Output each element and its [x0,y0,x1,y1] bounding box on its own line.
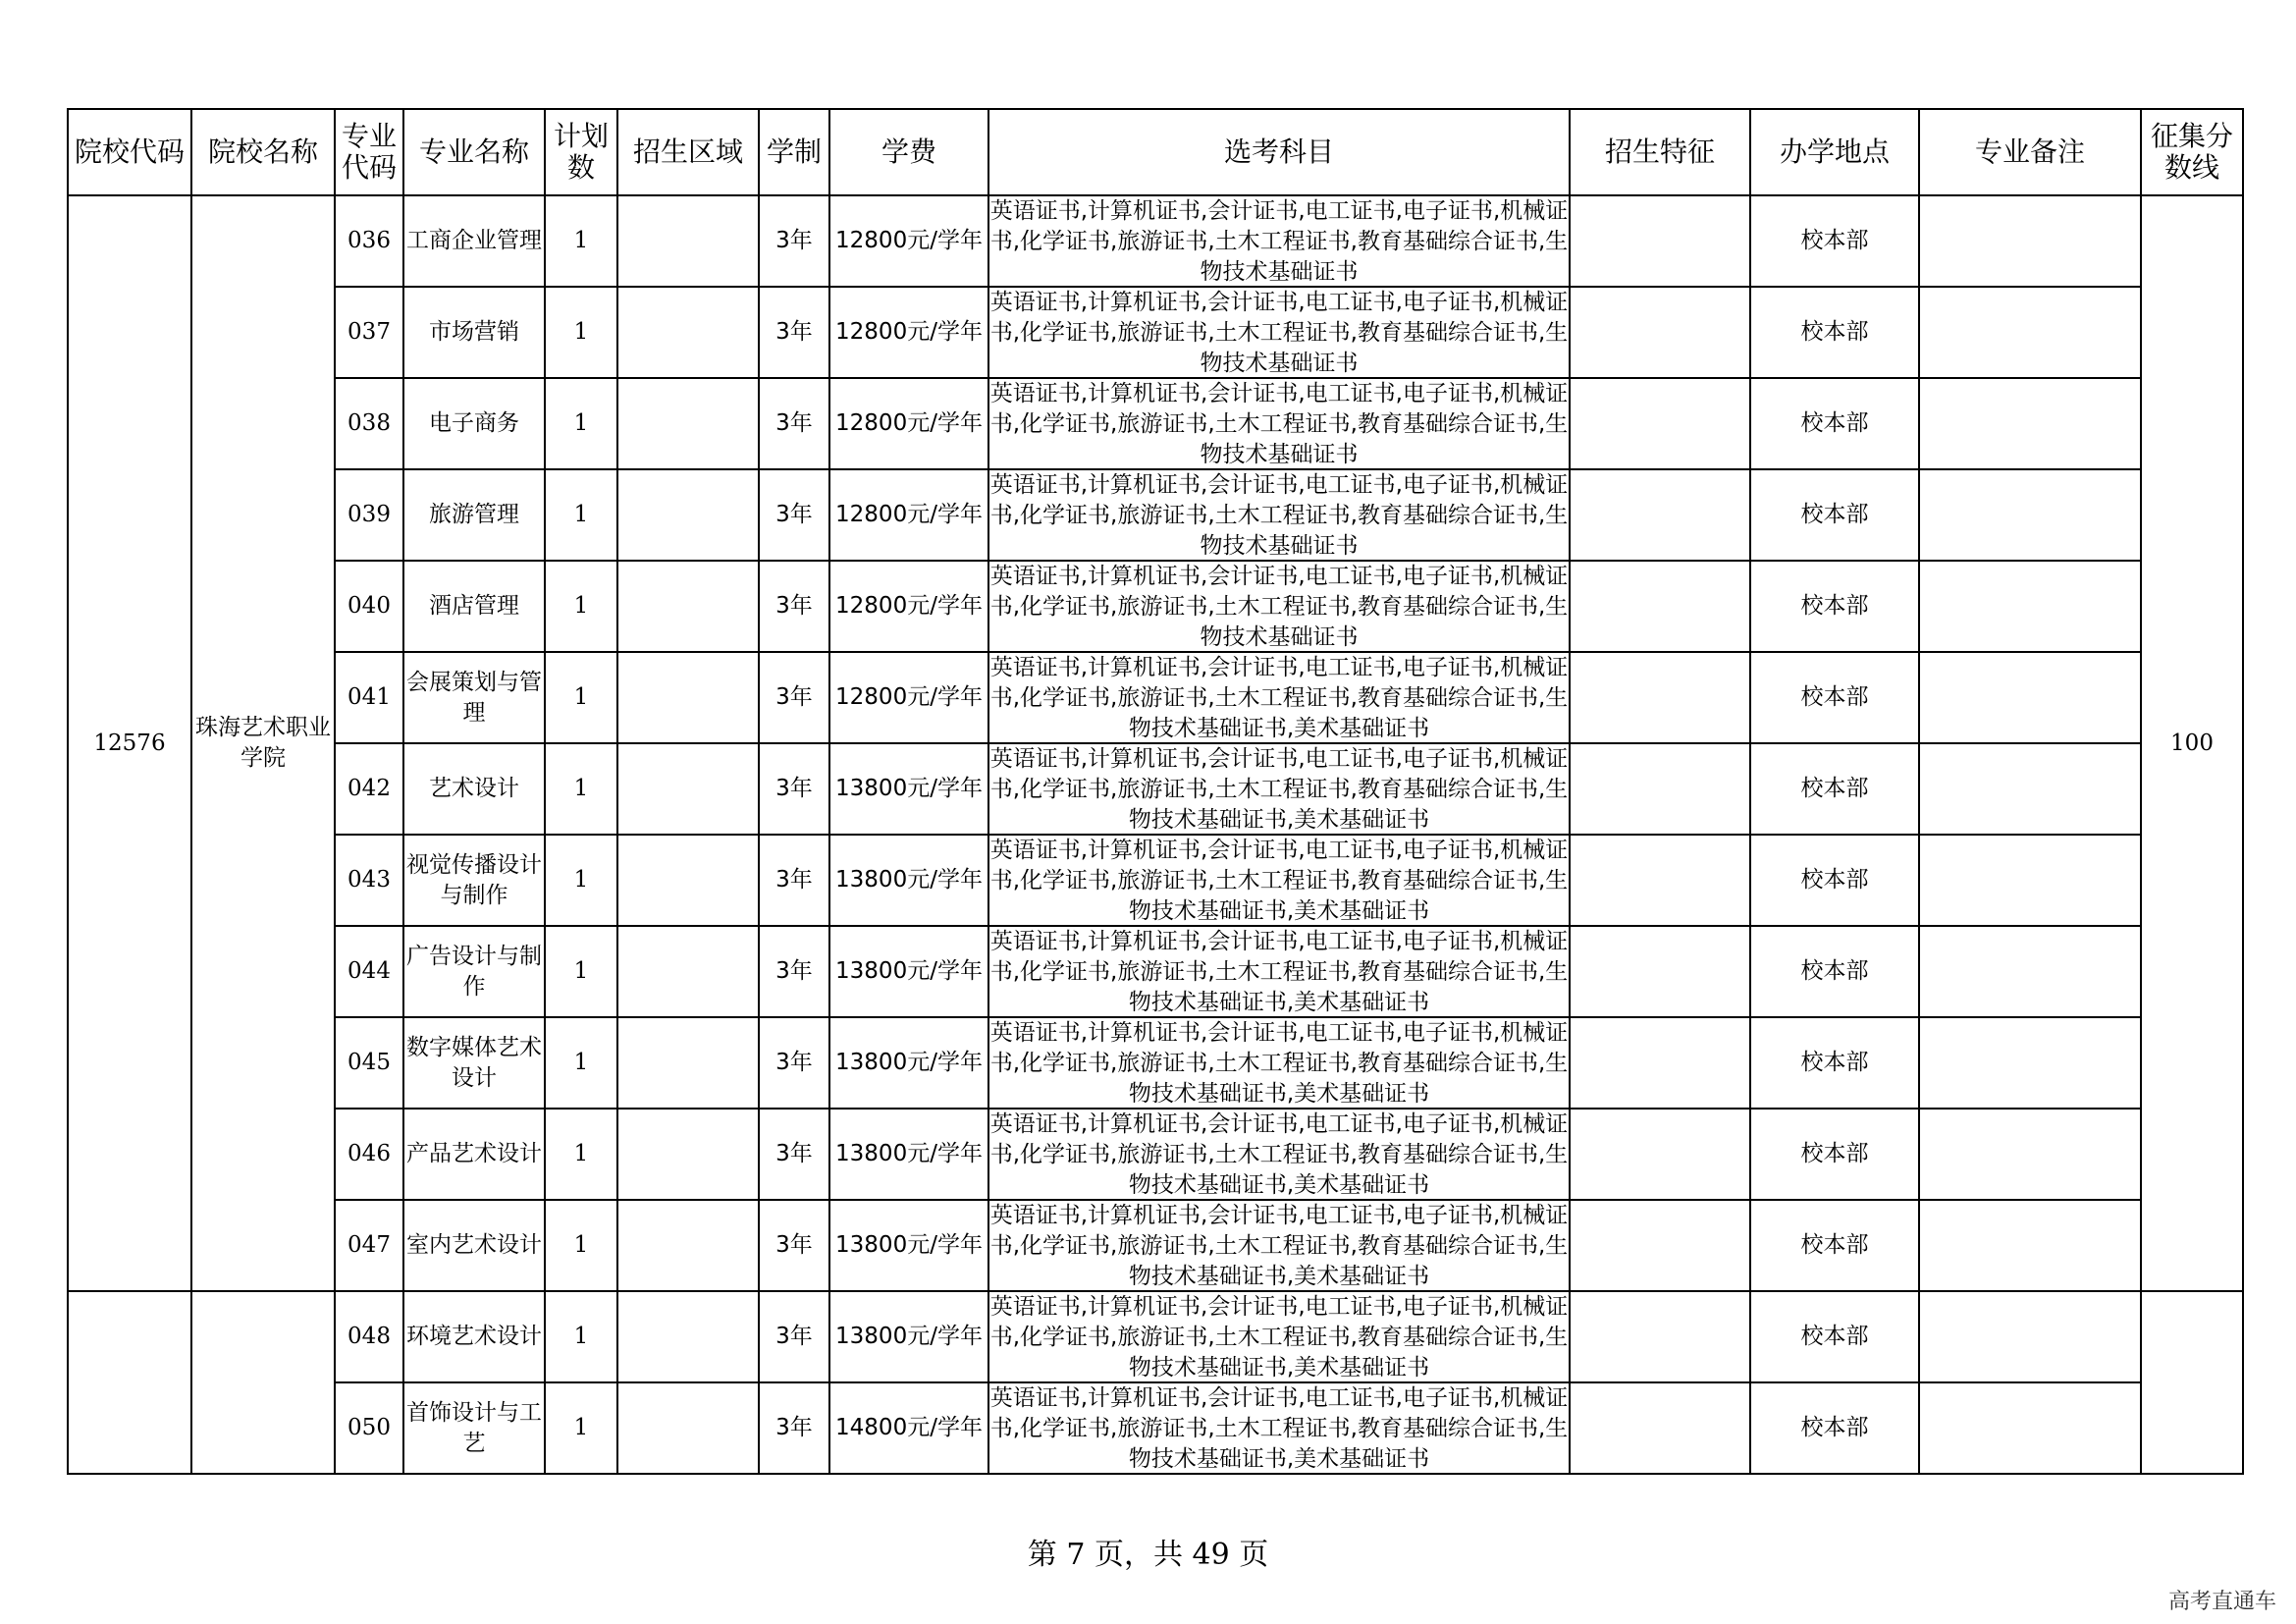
tuition-cell: 12800元/学年 [829,561,988,652]
major-name-cell: 会展策划与管理 [403,652,545,743]
tuition-cell: 12800元/学年 [829,469,988,561]
region-cell [617,652,759,743]
header-cell: 征集分数线 [2141,109,2243,195]
feature-cell [1570,1109,1750,1200]
region-cell [617,561,759,652]
plan-count-cell: 1 [545,926,617,1017]
watermark: 高考直通车 [2167,1590,2276,1614]
plan-count-cell: 1 [545,652,617,743]
region-cell [617,1200,759,1291]
major-code-cell: 043 [335,835,403,926]
subjects-cell [988,652,1570,743]
remark-cell [1919,1109,2141,1200]
location-cell: 校本部 [1750,926,1919,1017]
tuition-cell: 13800元/学年 [829,835,988,926]
feature-cell [1570,1200,1750,1291]
plan-count-cell: 1 [545,743,617,835]
subjects-text: 英语证书,计算机证书,会计证书,电工证书,电子证书,机械证书,化学证书,旅游证书,土木工程证书,教育基础综合证书,生物技术基础证书 [989,564,1569,650]
school-name-cell: 珠海艺术职业学院 [191,195,335,1291]
subjects-cell [988,1200,1570,1291]
subjects-text: 英语证书,计算机证书,会计证书,电工证书,电子证书,机械证书,化学证书,旅游证书,土木工程证书,教育基础综合证书,生物技术基础证书,美术基础证书 [989,746,1569,833]
remark-cell [1919,561,2141,652]
subjects-text: 英语证书,计算机证书,会计证书,电工证书,电子证书,机械证书,化学证书,旅游证书,土木工程证书,教育基础综合证书,生物技术基础证书,美术基础证书 [989,1385,1569,1472]
feature-cell [1570,835,1750,926]
remark-cell [1919,287,2141,378]
subjects-cell [988,378,1570,469]
duration-cell: 3年 [759,561,829,652]
subjects-text: 英语证书,计算机证书,会计证书,电工证书,电子证书,机械证书,化学证书,旅游证书,土木工程证书,教育基础综合证书,生物技术基础证书,美术基础证书 [989,838,1569,924]
remark-cell [1919,195,2141,287]
subjects-text: 英语证书,计算机证书,会计证书,电工证书,电子证书,机械证书,化学证书,旅游证书,土木工程证书,教育基础综合证书,生物技术基础证书 [989,198,1569,285]
feature-cell [1570,287,1750,378]
location-cell: 校本部 [1750,378,1919,469]
location-cell: 校本部 [1750,1109,1919,1200]
remark-cell [1919,469,2141,561]
feature-cell [1570,743,1750,835]
school-code-cell [68,1291,191,1474]
feature-cell [1570,652,1750,743]
subjects-text: 英语证书,计算机证书,会计证书,电工证书,电子证书,机械证书,化学证书,旅游证书,土木工程证书,教育基础综合证书,生物技术基础证书 [989,290,1569,376]
tuition-cell: 13800元/学年 [829,743,988,835]
duration-cell: 3年 [759,926,829,1017]
subjects-cell [988,1017,1570,1109]
tuition-cell: 13800元/学年 [829,1291,988,1382]
plan-count-cell: 1 [545,835,617,926]
region-cell [617,195,759,287]
header-cell: 学费 [829,109,988,195]
plan-count-cell: 1 [545,469,617,561]
major-code-cell: 045 [335,1017,403,1109]
region-cell [617,287,759,378]
location-cell: 校本部 [1750,1291,1919,1382]
header-cell: 选考科目 [988,109,1570,195]
remark-cell [1919,926,2141,1017]
header-cell: 院校名称 [191,109,335,195]
plan-count-cell: 1 [545,1382,617,1474]
major-name-cell: 广告设计与制作 [403,926,545,1017]
feature-cell [1570,195,1750,287]
location-cell: 校本部 [1750,835,1919,926]
major-code-cell: 046 [335,1109,403,1200]
table-row [68,1109,2243,1200]
subjects-cell [988,1382,1570,1474]
feature-cell [1570,561,1750,652]
major-code-cell: 042 [335,743,403,835]
plan-count-cell: 1 [545,561,617,652]
location-cell: 校本部 [1750,1382,1919,1474]
feature-cell [1570,469,1750,561]
region-cell [617,1291,759,1382]
remark-cell [1919,378,2141,469]
subjects-cell [988,561,1570,652]
tuition-cell: 12800元/学年 [829,195,988,287]
location-cell: 校本部 [1750,195,1919,287]
major-name-cell: 艺术设计 [403,743,545,835]
remark-cell [1919,1017,2141,1109]
major-code-cell: 044 [335,926,403,1017]
subjects-cell [988,926,1570,1017]
duration-cell: 3年 [759,287,829,378]
major-name-cell: 环境艺术设计 [403,1291,545,1382]
tuition-cell: 12800元/学年 [829,652,988,743]
major-code-cell: 038 [335,378,403,469]
remark-cell [1919,652,2141,743]
region-cell [617,1017,759,1109]
duration-cell: 3年 [759,1382,829,1474]
duration-cell: 3年 [759,195,829,287]
plan-count-cell: 1 [545,1291,617,1382]
major-code-cell: 037 [335,287,403,378]
header-cell: 专业备注 [1919,109,2141,195]
cutoff-cell [2141,1291,2243,1474]
major-code-cell: 036 [335,195,403,287]
table-row [68,561,2243,652]
location-cell: 校本部 [1750,652,1919,743]
major-code-cell: 041 [335,652,403,743]
feature-cell [1570,378,1750,469]
table-row [68,287,2243,378]
tuition-cell: 13800元/学年 [829,1200,988,1291]
table-row [68,652,2243,743]
table-row [68,835,2243,926]
location-cell: 校本部 [1750,1017,1919,1109]
region-cell [617,378,759,469]
tuition-cell: 14800元/学年 [829,1382,988,1474]
table-row [68,195,2243,287]
duration-cell: 3年 [759,743,829,835]
subjects-text: 英语证书,计算机证书,会计证书,电工证书,电子证书,机械证书,化学证书,旅游证书,土木工程证书,教育基础综合证书,生物技术基础证书,美术基础证书 [989,655,1569,741]
subjects-text: 英语证书,计算机证书,会计证书,电工证书,电子证书,机械证书,化学证书,旅游证书,土木工程证书,教育基础综合证书,生物技术基础证书,美术基础证书 [989,1020,1569,1107]
school-code-cell: 12576 [68,195,191,1291]
table-row [68,1382,2243,1474]
header-cell: 院校代码 [68,109,191,195]
table-row [68,1291,2243,1382]
table-row [68,378,2243,469]
region-cell [617,469,759,561]
region-cell [617,835,759,926]
plan-count-cell: 1 [545,195,617,287]
subjects-text: 英语证书,计算机证书,会计证书,电工证书,电子证书,机械证书,化学证书,旅游证书,土木工程证书,教育基础综合证书,生物技术基础证书 [989,381,1569,467]
table-row [68,743,2243,835]
feature-cell [1570,1017,1750,1109]
table-row [68,1200,2243,1291]
remark-cell [1919,743,2141,835]
header-cell: 专业代码 [335,109,403,195]
major-code-cell: 039 [335,469,403,561]
duration-cell: 3年 [759,1017,829,1109]
remark-cell [1919,1382,2141,1474]
tuition-cell: 12800元/学年 [829,287,988,378]
enrollment-table [67,108,2244,1475]
subjects-text: 英语证书,计算机证书,会计证书,电工证书,电子证书,机械证书,化学证书,旅游证书,土木工程证书,教育基础综合证书,生物技术基础证书,美术基础证书 [989,1111,1569,1198]
header-cell: 计划数 [545,109,617,195]
feature-cell [1570,1382,1750,1474]
major-name-cell: 首饰设计与工艺 [403,1382,545,1474]
table-row [68,1017,2243,1109]
subjects-text: 英语证书,计算机证书,会计证书,电工证书,电子证书,机械证书,化学证书,旅游证书,土木工程证书,教育基础综合证书,生物技术基础证书,美术基础证书 [989,1294,1569,1380]
location-cell: 校本部 [1750,561,1919,652]
header-cell: 招生特征 [1570,109,1750,195]
school-name-cell [191,1291,335,1474]
subjects-text: 英语证书,计算机证书,会计证书,电工证书,电子证书,机械证书,化学证书,旅游证书,土木工程证书,教育基础综合证书,生物技术基础证书,美术基础证书 [989,929,1569,1015]
location-cell: 校本部 [1750,287,1919,378]
subjects-cell [988,1109,1570,1200]
header-cell: 招生区域 [617,109,759,195]
plan-count-cell: 1 [545,1200,617,1291]
table-row [68,926,2243,1017]
page-footer: 第 7 页，共 49 页 [1027,1538,1269,1572]
major-name-cell: 电子商务 [403,378,545,469]
major-name-cell: 工商企业管理 [403,195,545,287]
duration-cell: 3年 [759,469,829,561]
major-name-cell: 视觉传播设计与制作 [403,835,545,926]
subjects-text: 英语证书,计算机证书,会计证书,电工证书,电子证书,机械证书,化学证书,旅游证书,土木工程证书,教育基础综合证书,生物技术基础证书 [989,472,1569,559]
plan-count-cell: 1 [545,287,617,378]
duration-cell: 3年 [759,1109,829,1200]
location-cell: 校本部 [1750,1200,1919,1291]
plan-count-cell: 1 [545,1017,617,1109]
subjects-cell [988,1291,1570,1382]
feature-cell [1570,1291,1750,1382]
subjects-cell [988,287,1570,378]
region-cell [617,1382,759,1474]
cutoff-cell: 100 [2141,195,2243,1291]
major-code-cell: 050 [335,1382,403,1474]
major-name-cell: 室内艺术设计 [403,1200,545,1291]
region-cell [617,1109,759,1200]
duration-cell: 3年 [759,835,829,926]
table-row [68,469,2243,561]
remark-cell [1919,835,2141,926]
duration-cell: 3年 [759,1291,829,1382]
subjects-text: 英语证书,计算机证书,会计证书,电工证书,电子证书,机械证书,化学证书,旅游证书,土木工程证书,教育基础综合证书,生物技术基础证书,美术基础证书 [989,1203,1569,1289]
duration-cell: 3年 [759,652,829,743]
major-name-cell: 产品艺术设计 [403,1109,545,1200]
major-code-cell: 048 [335,1291,403,1382]
subjects-cell [988,743,1570,835]
tuition-cell: 13800元/学年 [829,1109,988,1200]
duration-cell: 3年 [759,1200,829,1291]
major-name-cell: 旅游管理 [403,469,545,561]
duration-cell: 3年 [759,378,829,469]
remark-cell [1919,1291,2141,1382]
location-cell: 校本部 [1750,743,1919,835]
remark-cell [1919,1200,2141,1291]
tuition-cell: 13800元/学年 [829,1017,988,1109]
location-cell: 校本部 [1750,469,1919,561]
subjects-cell [988,195,1570,287]
header-cell: 专业名称 [403,109,545,195]
feature-cell [1570,926,1750,1017]
tuition-cell: 13800元/学年 [829,926,988,1017]
major-name-cell: 数字媒体艺术设计 [403,1017,545,1109]
header-row [68,109,2243,195]
major-name-cell: 市场营销 [403,287,545,378]
subjects-cell [988,835,1570,926]
major-code-cell: 040 [335,561,403,652]
header-cell: 学制 [759,109,829,195]
tuition-cell: 12800元/学年 [829,378,988,469]
region-cell [617,743,759,835]
region-cell [617,926,759,1017]
plan-count-cell: 1 [545,378,617,469]
plan-count-cell: 1 [545,1109,617,1200]
major-name-cell: 酒店管理 [403,561,545,652]
subjects-cell [988,469,1570,561]
header-cell: 办学地点 [1750,109,1919,195]
major-code-cell: 047 [335,1200,403,1291]
